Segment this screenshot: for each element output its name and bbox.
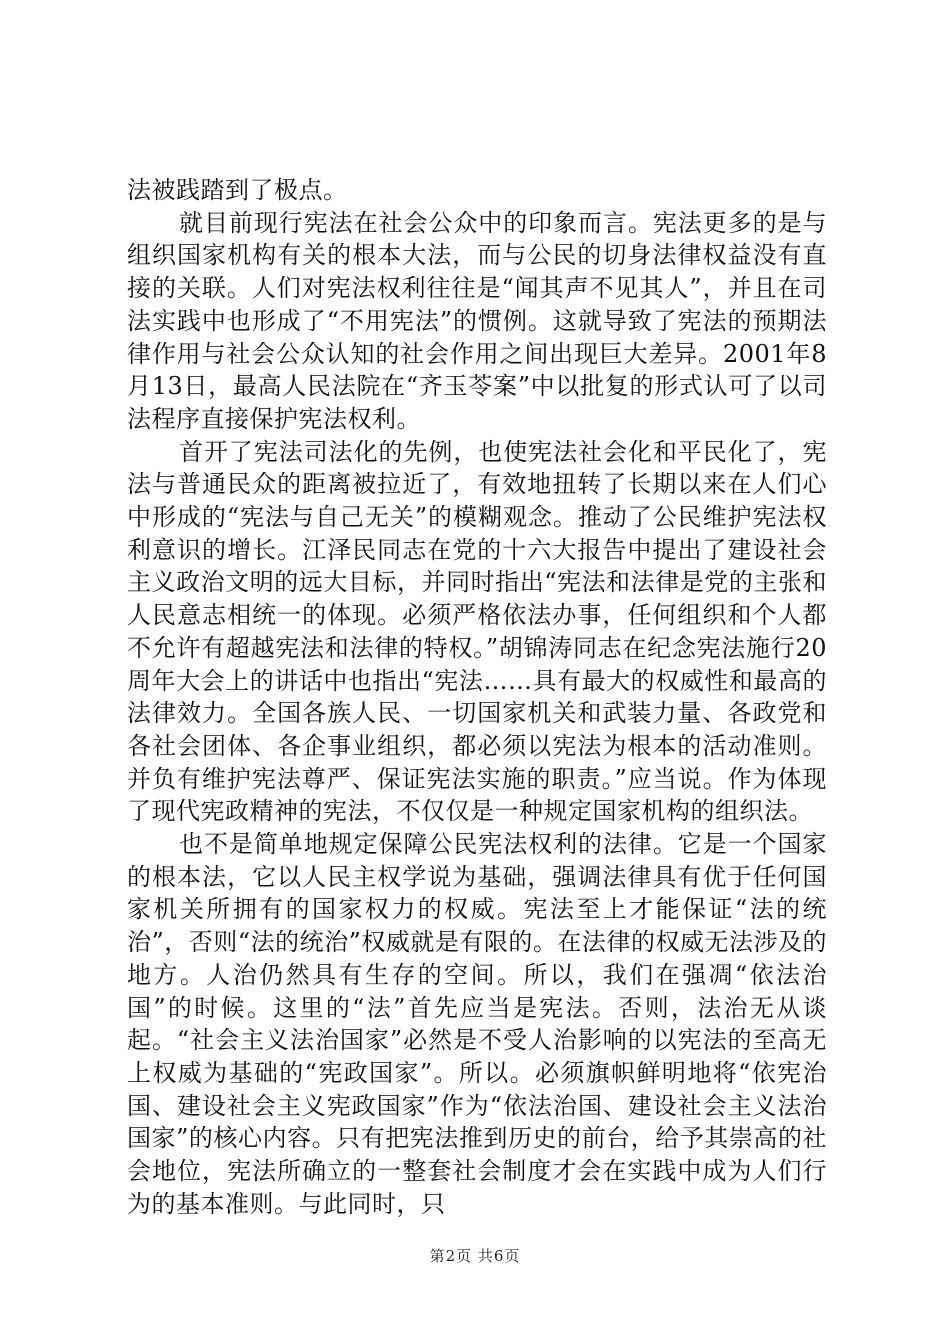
paragraph-continuation: 法被践踏到了极点。: [127, 176, 348, 204]
paragraph: 也不是简单地规定保障公民宪法权利的法律。它是一个国家的根本法，它以人民主权学说为基础，强调法律具有优于任何国家机关所拥有的国家权力的权威。宪法至上才能保证“法的统治”，否则“法的统治”权威就是有限的。在法律的权威无法涉及的地方。人治仍然具有生存的空间。所以，我们在强凋“依法治国”的时候。这里的“法”首先应当是宪法。否则，法治无从谈起。“社会主义法治国家”必然是不受人治影响的以宪法的至高无上权威为基础的“宪政国家”。所以。必须旗帜鲜明地将“依宪治国、建设社会主义宪政国家”作为“依法治国、建设社会主义法治国家”的核心内容。只有把宪法推到历史的前台，给予其崇高的社会地位，宪法所确立的一整套社会制度才会在实践中成为人们行为的基本准则。与此同时，只: [127, 830, 827, 1218]
paragraph: 就目前现行宪法在社会公众中的印象而言。宪法更多的是与组织国家机构有关的根本大法，而与公民的切身法律权益没有直接的关联。人们对宪法权利往往是“闻其声不见其人”，并且在司法实践中也形成了“不用宪法”的惯例。这就导致了宪法的预期法律作用与社会公众认知的社会作用之间出现巨大差异。2001年8月13日，最高人民法院在“齐玉苓案”中以批复的形式认可了以司法程序直接保护宪法权利。: [127, 208, 827, 433]
page-footer: 第2页 共6页: [429, 1247, 521, 1265]
paragraph: 首开了宪法司法化的先例，也使宪法社会化和平民化了，宪法与普通民众的距离被拉近了，有效地扭转了长期以来在人们心中形成的“宪法与自己无关”的模糊观念。推动了公民维护宪法权利意识的增长。江泽民同志在党的十六大报告中提出了建设社会主义政治文明的远大目标，并同时指出“宪法和法律是党的主张和人民意志相统一的体现。必须严格依法办事，任何组织和个人都不允许有超越宪法和法律的特权。”胡锦涛同志在纪念宪法施行20周年大会上的讲话中也指出“宪法……具有最大的权威性和最高的法律效力。全国各族人民、一切国家机关和武装力量、各政党和各社会团体、各企事业组织，都必须以宪法为根本的活动准则。并负有维护宪法尊严、保证宪法实施的职责。”应当说。作为体现了现代宪政精神的宪法，不仅仅是一种规定国家机构的组织法。: [127, 437, 827, 826]
document-body: [127, 174, 827, 1221]
